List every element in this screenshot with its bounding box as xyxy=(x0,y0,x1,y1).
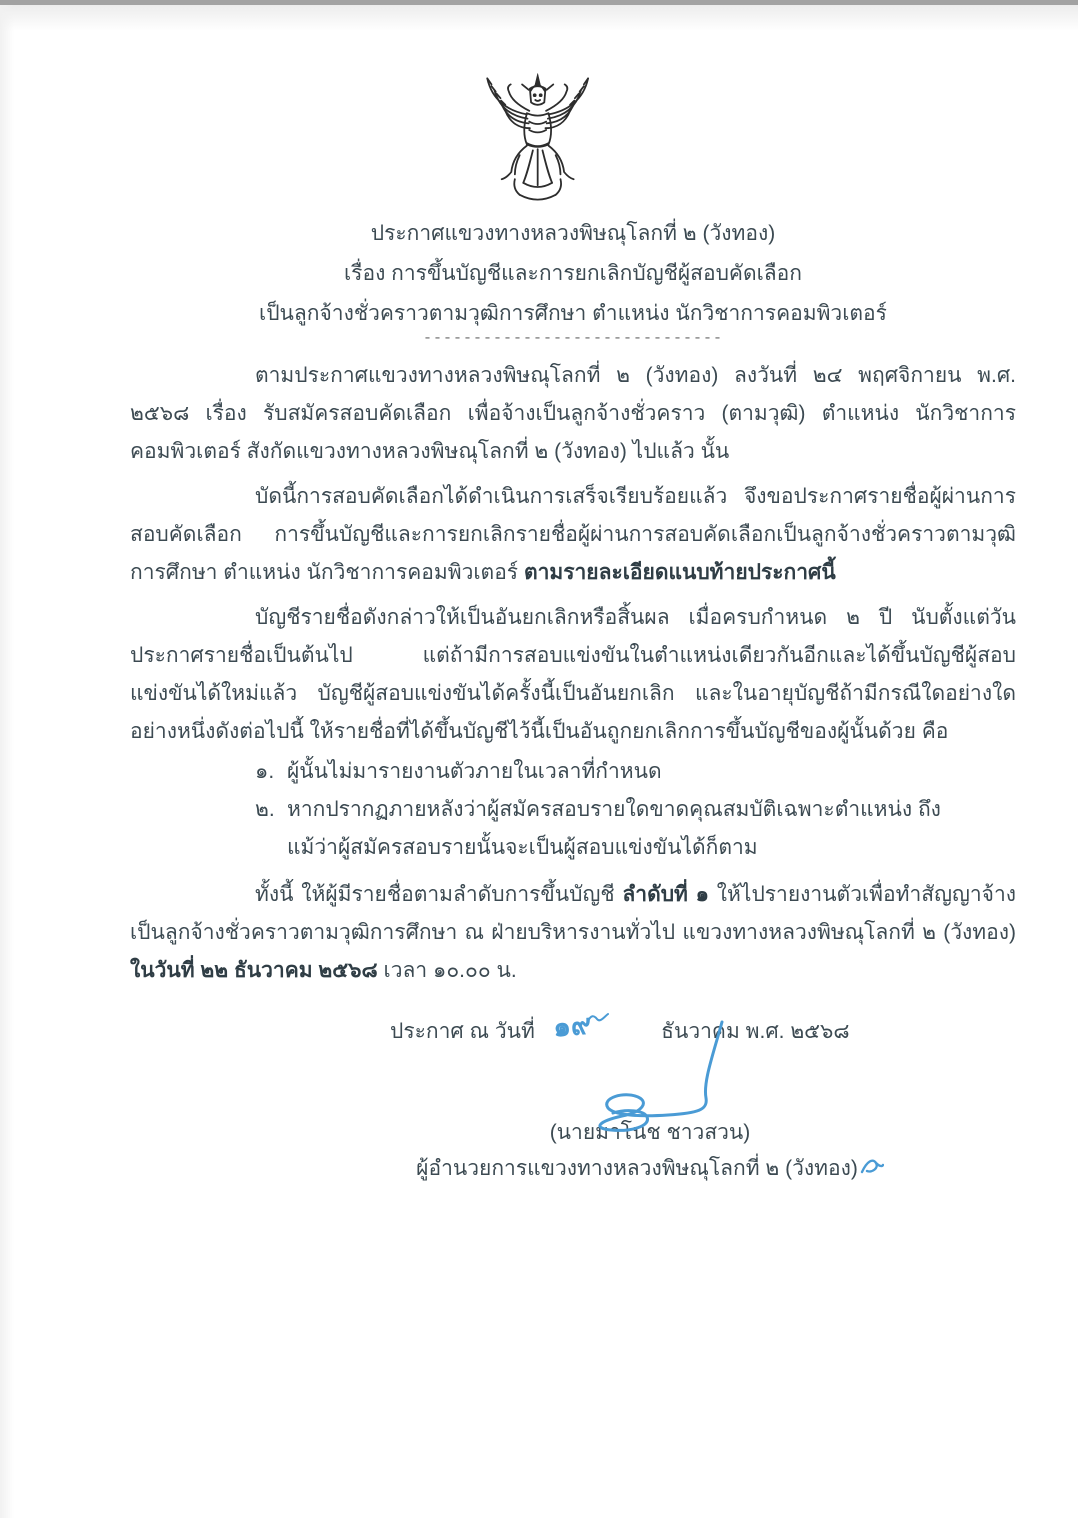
divider-dashes: ------------------------------ xyxy=(422,330,724,347)
doc-subject-line2: เป็นลูกจ้างชั่วคราวตามวุฒิการศึกษา ตำแหน่ง นักวิชาการคอมพิวเตอร์ xyxy=(259,302,887,325)
scan-edge-top-fade xyxy=(0,5,1078,31)
paragraph-reference xyxy=(130,357,1016,471)
signer-name: (นายมาโนช ชาวสวน) xyxy=(549,1121,751,1144)
list-item-text: ผู้นั้นไม่มารายงานตัวภายในเวลาที่กำหนด xyxy=(287,760,662,783)
list-item-text: หากปรากฏภายหลังว่าผู้สมัครสอบรายใดขาดคุณสมบัติเฉพาะตำแหน่ง ถึงแม้ว่าผู้สมัครสอบรายนั้นจะเป็นผู้สอบแข่งขันได้ก็ตาม xyxy=(287,798,941,859)
paragraph-reporting-instructions xyxy=(130,876,1016,990)
paragraph-reporting-pre: ทั้งนี้ ให้ผู้มีรายชื่อตามลำดับการขึ้นบัญชี xyxy=(255,883,623,906)
ink-mark xyxy=(860,1151,884,1187)
dateline-suffix: ธันวาคม พ.ศ. ๒๕๖๘ xyxy=(661,1020,850,1043)
paragraph-expiry-text: บัญชีรายชื่อดังกล่าวให้เป็นอันยกเลิกหรือสิ้นผล เมื่อครบกำหนด ๒ ปี นับตั้งแต่วันประกาศรายชื่อเป็นต้นไป แต่ถ้ามีการสอบแข่งขันในตำแหน่งเดียวกันอีกและได้ขึ้นบัญชีผู้สอบแข่งขันได้ใหม่แล้ว บัญชีผู้สอบแข่งขันได้ครั้งนี้เป็นอันยกเลิก และในอายุบัญชีถ้ามีกรณีใดอย่างใดอย่างหนึ่งดังต่อไปนี้ ให้รายชื่อที่ได้ขึ้นบัญชีไว้นี้เป็นอันถูกยกเลิกการขึ้นบัญชีของผู้นั้นด้วย คือ xyxy=(130,606,1016,743)
list-item xyxy=(255,791,1016,867)
paragraph-announcement-bold: ตามรายละเอียดแนบท้ายประกาศนี้ xyxy=(523,561,836,584)
signer-position-text: ผู้อำนวยการแขวงทางหลวงพิษณุโลกที่ ๒ (วังทอง) xyxy=(416,1157,858,1180)
title-block xyxy=(130,214,1016,348)
doc-subject-line1: เรื่อง การขึ้นบัญชีและการยกเลิกบัญชีผู้สอบคัดเลือก xyxy=(344,262,802,285)
paragraph-announcement xyxy=(130,478,1016,592)
paragraph-reporting-mid: ให้ไปรายงานตัวเพื่อทำสัญญาจ้างเป็นลูกจ้างชั่วคราวตามวุฒิการศึกษา ณ ฝ่ายบริหารงานทั่วไป แขวงทางหลวงพิษณุโลกที่ ๒ (วังทอง) xyxy=(130,883,1017,944)
doc-title: ประกาศแขวงทางหลวงพิษณุโลกที่ ๒ (วังทอง) xyxy=(370,222,776,245)
scan-edge-left xyxy=(0,5,14,1518)
document-content xyxy=(130,214,1016,1270)
signature-ink xyxy=(550,1020,780,1153)
paragraph-announcement-text: บัดนี้การสอบคัดเลือกได้ดำเนินการเสร็จเรียบร้อยแล้ว จึงขอประกาศรายชื่อผู้ผ่านการสอบคัดเลือก การขึ้นบัญชีและการยกเลิกรายชื่อผู้ผ่านการสอบคัดเลือกเป็นลูกจ้างชั่วคราวตามวุฒิการศึกษา ตำแหน่ง นักวิชาการคอมพิวเตอร์ xyxy=(130,485,1016,584)
list-item-number: ๒. xyxy=(255,798,275,821)
list-item-number: ๑. xyxy=(255,760,275,783)
paragraph-reporting-time: เวลา ๑๐.๐๐ น. xyxy=(377,959,517,982)
paragraph-reporting-date-bold: ในวันที่ ๒๒ ธันวาคม ๒๕๖๘ xyxy=(130,959,378,982)
signoff-block xyxy=(130,1010,1016,1270)
handwritten-day-number: ๑๙ xyxy=(551,1008,593,1043)
dateline-prefix: ประกาศ ณ วันที่ xyxy=(390,1020,535,1043)
paragraph-reporting-rank-bold: ลำดับที่ ๑ xyxy=(622,883,709,906)
list-item xyxy=(255,753,1016,791)
garuda-emblem-icon xyxy=(472,70,604,220)
paragraph-expiry-rules xyxy=(130,599,1016,751)
cancellation-conditions-list xyxy=(255,753,1016,867)
signer-position xyxy=(370,1151,930,1187)
paragraph-reference-text: ตามประกาศแขวงทางหลวงพิษณุโลกที่ ๒ (วังทอง) ลงวันที่ ๒๔ พฤศจิกายน พ.ศ. ๒๕๖๘ เรื่อง รับสมัครสอบคัดเลือก เพื่อจ้างเป็นลูกจ้างชั่วคราว (ตามวุฒิ) ตำแหน่ง นักวิชาการคอมพิวเตอร์ สังกัดแขวงทางหลวงพิษณุโลกที่ ๒ (วังทอง) ไปแล้ว นั้น xyxy=(130,364,1016,463)
